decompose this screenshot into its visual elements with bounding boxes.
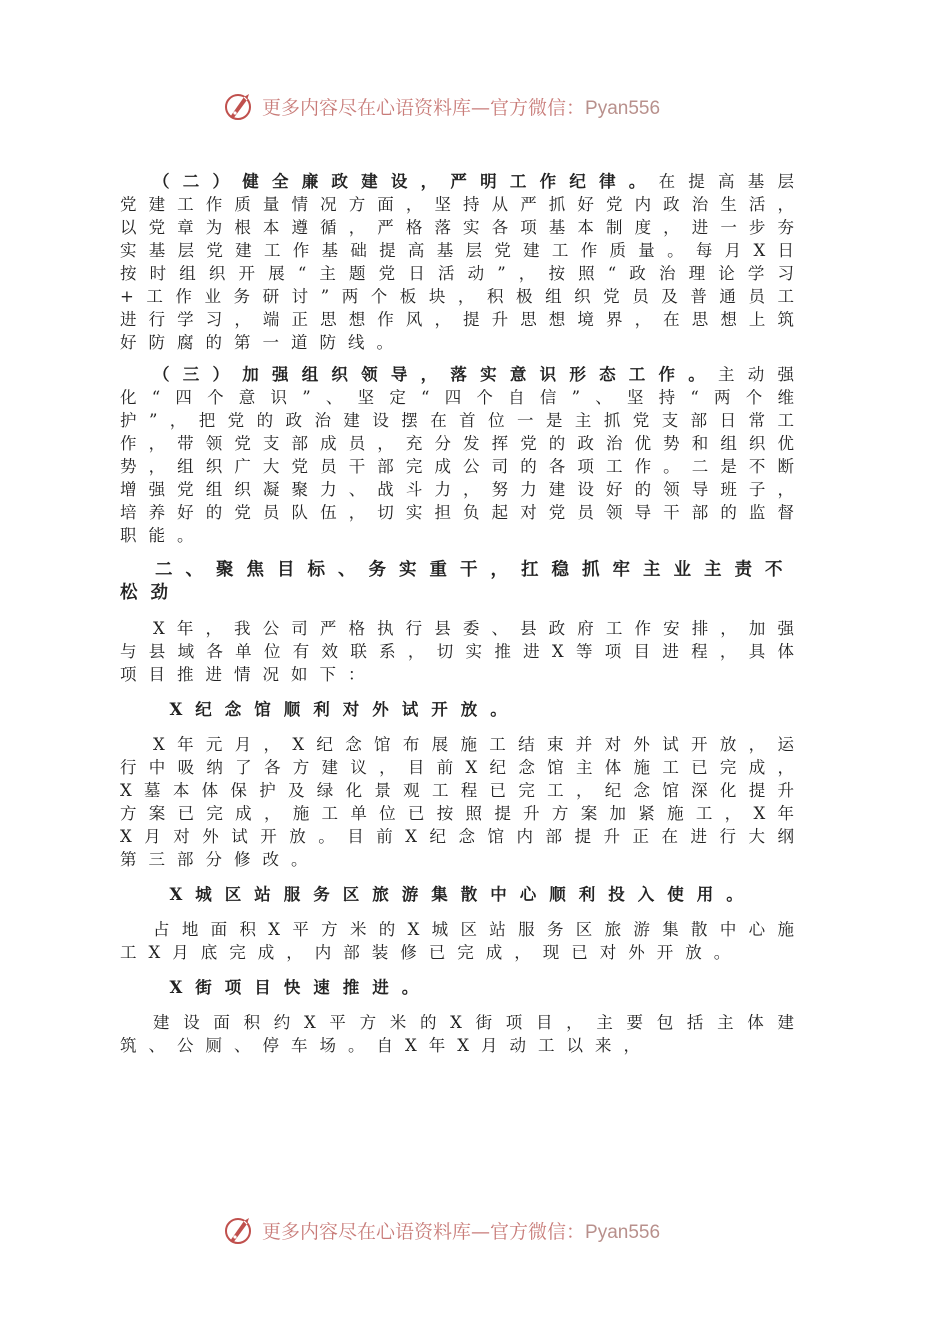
section-3-heading: （三）加强组织领导，落实意识形态工作。 [153,365,719,384]
item-2-body: 占地面积X平方米的X城区站服务区旅游集散中心施工X月底完成，内部装修已完成，现已对外开放。 [120,920,806,962]
watermark-text: 更多内容尽在心语资料库—官方微信：Pyan556 [262,96,661,119]
item-1-title: X纪念馆顺利对外试开放。 [169,700,520,719]
item-2-title: X城区站服务区旅游集散中心顺利投入使用。 [169,885,756,904]
watermark-wechat-id: Pyan556 [585,1221,661,1243]
item-3-title: X街项目快速推进。 [169,978,432,997]
chapter-2-heading: 二、聚焦目标、务实重干，扛稳抓牢主业主责不松劲 [120,560,796,603]
section-2-heading: （二）健全廉政建设，严明工作纪律。 [153,172,659,191]
watermark-text: 更多内容尽在心语资料库—官方微信：Pyan556 [262,1220,661,1243]
item-3-body: 建设面积约X平方米的X街项目，主要包括主体建筑、公厕、停车场。自X年X月动工以来， [120,1013,806,1055]
header-watermark [222,88,742,124]
chapter-2-intro: X年，我公司严格执行县委、县政府工作安排，加强与县域各单位有效联系，切实推进X等项目进程，具体项目推进情况如下： [120,619,806,684]
pen-nib-circle-icon [222,1213,256,1247]
section-3-paragraph [120,363,806,547]
watermark-wechat-id: Pyan556 [585,97,661,119]
section-3-text: 主动强化“四个意识”、坚定“四个自信”、坚持“两个维护”，把党的政治建设摆在首位一是主抓党支部日常工作，带领党支部成员，充分发挥党的政治优势和组织优势，组织广大党员干部完成公司的各项工作。二是不断增强党组织凝聚力、战斗力，努力建设好的领导班子，培养好的党员队伍，切实担负起对党员领导干部的监督职能。 [120,365,807,545]
footer-watermark [222,1212,742,1248]
section-2-text: 在提高基层党建工作质量情况方面，坚持从严抓好党内政治生活，以党章为根本遵循，严格落实各项基本制度，进一步夯实基层党建工作基础提高基层党建工作质量。每月X日按时组织开展“主题党日活动”，按照“政治理论学习+工作业务研讨”两个板块，积极组织党员及普通员工进行学习，端正思想作风，提升思想境界，在思想上筑好防腐的第一道防线。 [120,172,807,352]
pen-nib-circle-icon [222,89,256,123]
section-2-paragraph [120,170,806,354]
document-body [120,170,806,1057]
item-1-body: X年元月，X纪念馆布展施工结束并对外试开放，运行中吸纳了各方建议，目前X纪念馆主体施工已完成，X墓本体保护及绿化景观工程已完工，纪念馆深化提升方案已完成，施工单位已按照提升方案加紧施工，X年X月对外试开放。目前X纪念馆内部提升正在进行大纲第三部分修改。 [120,735,806,869]
